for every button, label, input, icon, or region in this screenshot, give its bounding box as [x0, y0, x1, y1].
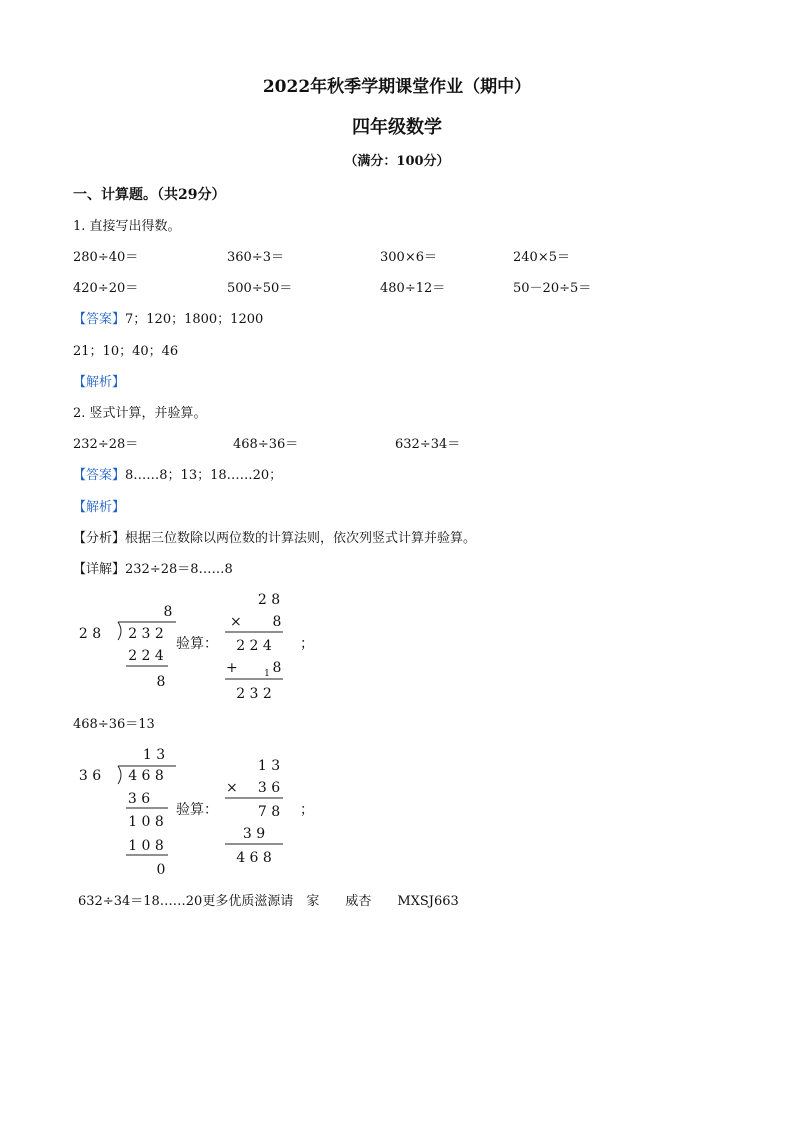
quotient: 1 3 [142, 747, 166, 763]
dividend: 2 3 2 [128, 626, 164, 642]
check-mul: 8 [272, 614, 282, 630]
fenxi-text: 根据三位数除以两位数的计算法则，依次列竖式计算并验算。 [125, 531, 477, 546]
q2-analysis-tag: 【解析】 [73, 500, 126, 515]
check-top: 2 8 [257, 592, 281, 608]
dividend: 4 6 8 [128, 768, 164, 784]
remainder: 0 [156, 862, 166, 878]
detail-text: 232÷28＝8……8 [125, 562, 233, 577]
answer-text: 8……8；13；18……20； [125, 468, 283, 483]
q2-fenxi [73, 527, 476, 546]
q1-exercise: 420÷20＝ [73, 281, 139, 296]
q2-detail [73, 558, 233, 577]
remainder: 8 [156, 674, 166, 690]
check-label: 验算： [176, 802, 218, 818]
step: 1 0 8 [128, 838, 164, 854]
check-add: 8 [272, 660, 282, 676]
q2-exercise: 632÷34＝ [395, 437, 461, 452]
divisor: 2 8 [78, 626, 102, 642]
check-label: 验算： [176, 636, 218, 652]
q1-exercise: 300×6＝ [380, 250, 437, 265]
check-mul: 3 6 [257, 780, 281, 796]
check-result: 4 6 8 [236, 850, 272, 866]
q1-exercise: 280÷40＝ [73, 250, 139, 265]
division-bracket [118, 622, 121, 640]
detail-line-2: 468÷36＝13 [73, 717, 155, 732]
answer-tag: 【答案】 [73, 312, 126, 327]
partial-product: 3 9 [242, 826, 266, 842]
answer-text: 7；120；1800；1200 [125, 312, 264, 327]
q1-prompt: 1. 直接写出得数。 [73, 219, 181, 234]
division-bracket [118, 766, 121, 784]
separator: ； [300, 802, 314, 818]
q2-exercise: 468÷36＝ [233, 437, 299, 452]
detail-line-3: 632÷34＝18……20更多优质滋源请 家 威杏 MXSJ663 [78, 894, 459, 909]
q2-exercise: 232÷28＝ [73, 437, 139, 452]
separator: ； [300, 636, 314, 652]
product: 2 2 4 [128, 648, 164, 664]
q1-answer [73, 308, 263, 327]
long-division-468-36 [70, 742, 320, 880]
q1-analysis-tag: 【解析】 [73, 375, 126, 390]
doc-score: （满分：100分） [344, 154, 450, 169]
section-heading: 一、计算题。（共29分） [73, 187, 226, 203]
q1-exercise: 360÷3＝ [227, 250, 284, 265]
check-top: 1 3 [257, 758, 281, 774]
q1-exercise: 500÷50＝ [227, 281, 293, 296]
quotient: 8 [163, 604, 173, 620]
q2-prompt: 2. 竖式计算，并验算。 [73, 406, 207, 421]
partial-product: 7 8 [257, 804, 281, 820]
long-division-232-28 [70, 590, 320, 702]
q2-answer [73, 464, 282, 483]
step: 3 6 [127, 791, 151, 807]
step: 1 0 8 [128, 814, 164, 830]
add-sign: + [226, 660, 238, 676]
carry: 1 [264, 669, 270, 679]
q1-answer-line2: 21；10；40；46 [73, 344, 179, 359]
check-result: 2 3 2 [236, 686, 272, 702]
check-prod: 2 2 4 [236, 638, 272, 654]
doc-subtitle: 四年级数学 [352, 117, 442, 138]
answer-tag: 【答案】 [73, 468, 126, 483]
q1-exercise: 480÷12＝ [380, 281, 446, 296]
q1-exercise: 240×5＝ [513, 250, 570, 265]
detail-tag: 【详解】 [73, 562, 126, 577]
doc-title: 2022年秋季学期课堂作业（期中） [262, 77, 532, 97]
mul-sign: × [226, 780, 238, 796]
q1-exercise: 50－20÷5＝ [513, 281, 592, 296]
fenxi-tag: 【分析】 [73, 531, 126, 546]
mul-sign: × [230, 614, 242, 630]
divisor: 3 6 [78, 768, 102, 784]
